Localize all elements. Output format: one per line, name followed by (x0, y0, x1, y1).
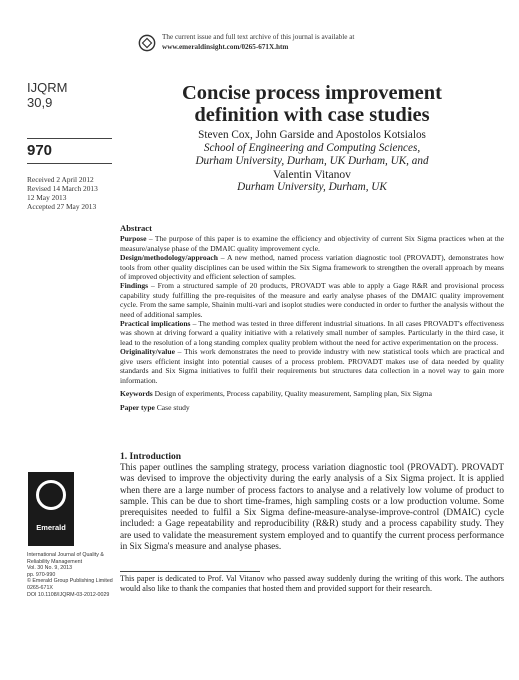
date-revised-2: 12 May 2013 (27, 193, 67, 202)
design-label: Design/methodology/approach (120, 253, 218, 263)
affiliation-line-1: School of Engineering and Computing Sciences, (203, 142, 421, 154)
abstract-practical (120, 319, 504, 347)
abstract-findings (120, 281, 504, 319)
date-accepted: Accepted 27 May 2013 (27, 202, 97, 211)
purpose-label: Purpose (120, 234, 147, 244)
practical-text: – The method was tested in three different industrial situations. In all cases PROVADT's effectiveness was shown at driving forward a quality initiative with a relatively small number of samples. Particularly in the third case, it lead to the resolution of a long standing complex quality problem without the need for active experimentation on the process. (120, 319, 504, 347)
emerald-logo (28, 472, 74, 546)
emerald-logo-icon (36, 480, 66, 510)
header-line-1: The current issue and full text archive of this journal is available at (162, 33, 355, 41)
authors-block (120, 129, 504, 194)
paper-type-text: Case study (154, 403, 190, 413)
citation-line-1: International Journal of Quality & (27, 552, 104, 558)
affiliation-line-2: Durham University, Durham, UK Durham, UK, and (195, 155, 429, 167)
abstract-paper-type (120, 403, 504, 412)
citation-line-4: pp. 970-990 (27, 571, 56, 578)
keywords-text: Design of experiments, Process capability, Quality measurement, Sampling plan, Six Sigma (152, 388, 433, 398)
citation-line-2: Reliability Management (27, 558, 83, 565)
emerald-logo-text: Emerald (36, 523, 66, 532)
volume-text: 30,9 (27, 95, 53, 110)
citation-block (27, 552, 117, 598)
purpose-text: – The purpose of this paper is to examine the efficiency and objectivity of current Six Sigma practices when at the measure/analyse phase of the DMAIC quality improvement cycle. (120, 234, 504, 253)
sidebar-rule-bottom (27, 163, 112, 164)
abstract (120, 224, 504, 413)
authors-line: Steven Cox, John Garside and Apostolos Kotsialos (198, 129, 426, 141)
journal-code (27, 80, 67, 110)
abstract-originality (120, 347, 504, 385)
affiliation-2: Durham University, Durham, UK (237, 181, 387, 193)
findings-text: – From a structured sample of 20 products, PROVADT was able to apply a Gage R&R and provisional process capability study fulfilling the pre-requisites of the measure and early analyse phases of the DMAIC quality improvement cycle. From the same sample, Shainin multi-vari and isoplot studies were conducted in order to further the analysis without the need of additional samples. (120, 281, 504, 319)
sidebar-rule-top (27, 138, 112, 139)
paper-type-label: Paper type (120, 403, 155, 413)
originality-label: Originality/value (120, 347, 175, 357)
section-heading-introduction: 1. Introduction (120, 452, 182, 462)
originality-text: – This work demonstrates the need to provide industry with new statistical tools which are practical and give users efficient insight into potential causes of a process problem. PROVADT makes use of data needed by quality standards and Six Sigma initiatives to fulfil their requirements but structures data collection in a novel way to gain more information. (120, 347, 504, 385)
article-title (120, 82, 504, 126)
abstract-design (120, 253, 504, 281)
date-revised: Revised 14 March 2013 (27, 184, 98, 193)
citation-line-6: 0265-671X (27, 584, 53, 591)
citation-line-7: DOI 10.1108/IJQRM-03-2012-0029 (27, 591, 110, 598)
author-2: Valentin Vitanov (273, 168, 351, 181)
emerald-header-logo-icon (138, 34, 156, 52)
findings-label: Findings (120, 281, 149, 291)
journal-code-text: IJQRM (27, 80, 68, 95)
submission-dates (27, 175, 98, 211)
keywords-label: Keywords (120, 388, 153, 398)
abstract-purpose (120, 234, 504, 253)
page-number: 970 (27, 142, 53, 159)
citation-line-5: © Emerald Group Publishing Limited (27, 578, 113, 585)
introduction-body: This paper outlines the sampling strategy, process variation diagnostic tool (PROVADT). PROVADT was devised to improve the objectivity during the early analysis of a Six Sigma project. It is applied when there are a large number of process factors to analyse and a relatively low volume of product to sample. This can be due to short time-frames, high sampling costs or a low production volume. Some prerequisites needed to fulfil a Six Sigma define-measure-analyse-improve-control (DMAIC) cycle included: a Gage repeatability and reproducibility (R&R) study and a process capability study. They are used to validate the measurement system employed and to quantify the current process performance in Six Sigma's measure and analyse phases. (120, 463, 504, 553)
title-line-1: Concise process improvement (181, 82, 442, 104)
citation-line-3: Vol. 30 No. 9, 2013 (27, 565, 73, 572)
abstract-heading: Abstract (120, 223, 152, 233)
abstract-keywords (120, 389, 504, 398)
header-url[interactable]: www.emeraldinsight.com/0265-671X.htm (162, 42, 289, 51)
header-notice (162, 33, 354, 52)
date-received: Received 2 April 2012 (27, 175, 94, 184)
footnote: This paper is dedicated to Prof. Val Vitanov who passed away suddenly during the writing of this work. The authors would also like to thank the companies that hosted them and provided support for their research. (120, 574, 504, 593)
practical-label: Practical implications (120, 319, 191, 329)
title-line-2: definition with case studies (194, 104, 430, 126)
footnote-rule (120, 571, 260, 572)
design-text: – A new method, named process variation diagnostic tool (PROVADT), demonstrates how tools from other quality disciplines can be used within the Six Sigma framework to strengthen the overall approach by means of improved objectivity and efficient selection of samples. (120, 253, 504, 282)
